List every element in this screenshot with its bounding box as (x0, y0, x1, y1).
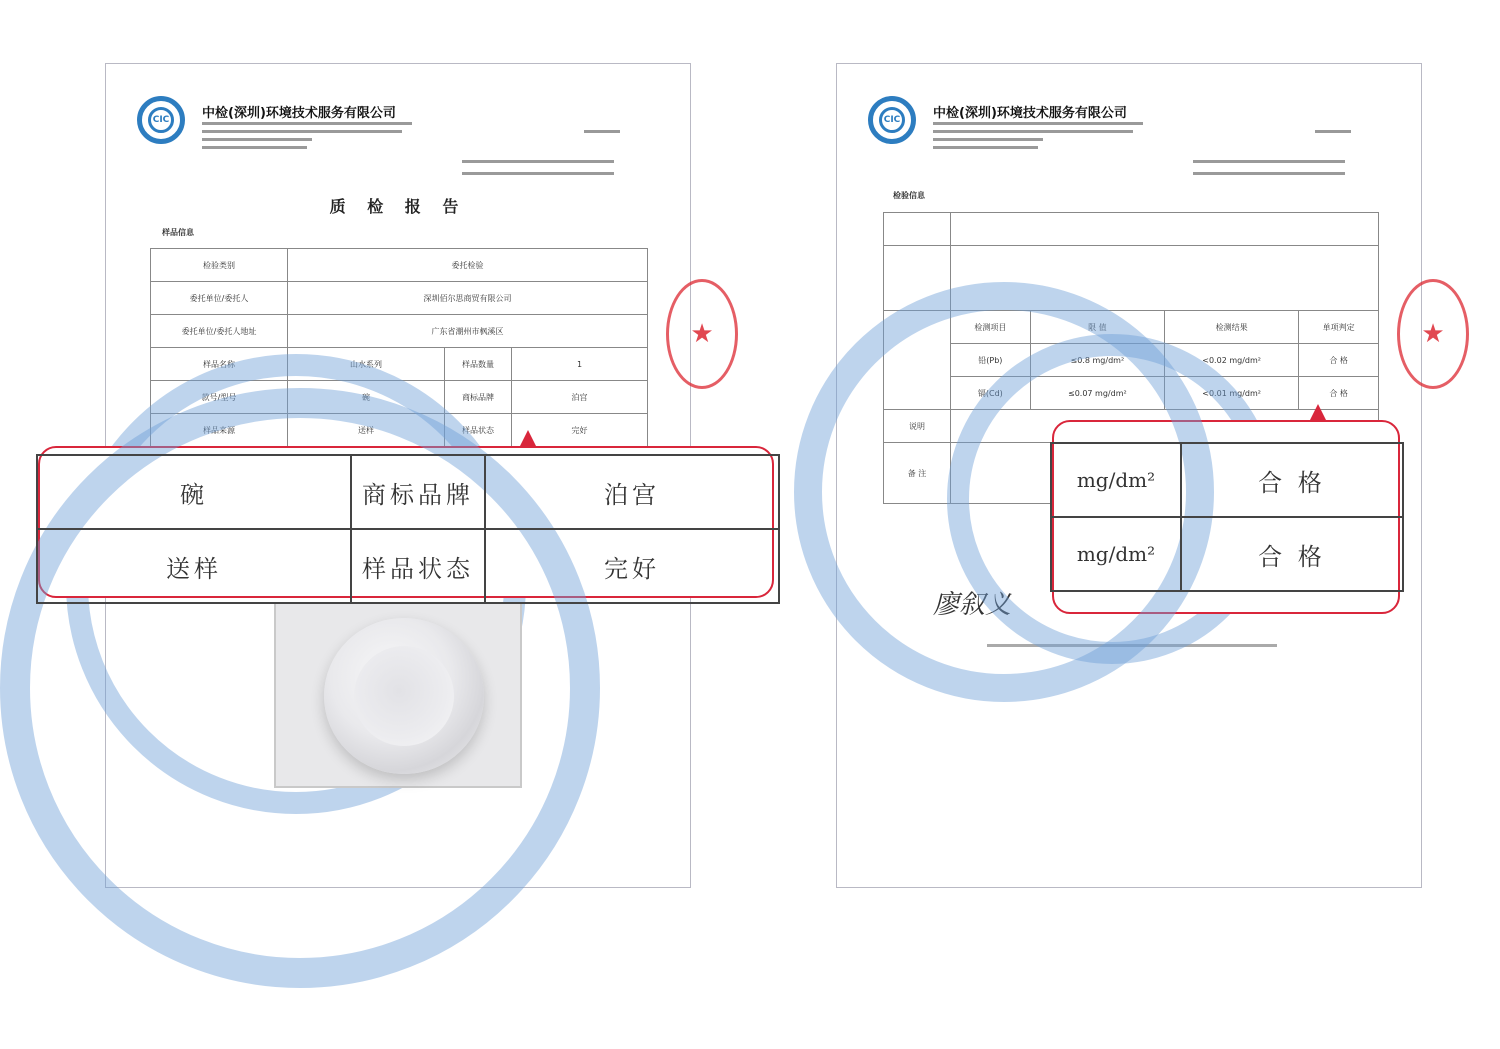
table-cell: <0.02 mg/dm² (1164, 344, 1298, 377)
company-address-line (933, 122, 1143, 125)
table-cell: ≤0.07 mg/dm² (1030, 377, 1164, 410)
table-cell: 深圳佰尔思商贸有限公司 (288, 282, 648, 315)
table-cell: mg/dm² (1051, 517, 1181, 591)
table-cell: 送样 (37, 529, 351, 603)
table-cell: 泊宫 (485, 455, 779, 529)
table-cell: ≤0.8 mg/dm² (1030, 344, 1164, 377)
table-cell: 铅(Pb) (951, 344, 1031, 377)
report-date (462, 172, 614, 175)
table-row (884, 344, 1379, 377)
table-cell: 1 (512, 348, 648, 381)
table-cell: 说明 (884, 410, 951, 443)
table-cell: 商标品牌 (445, 381, 512, 414)
table-cell: 碗 (37, 455, 351, 529)
company-contact-line (933, 146, 1038, 149)
table-cell (951, 246, 1379, 311)
table-row (151, 249, 648, 282)
table-cell: 样品状态 (445, 414, 512, 447)
table-cell: 商标品牌 (351, 455, 485, 529)
table-cell: 碗 (288, 381, 445, 414)
table-row (151, 414, 648, 447)
signature: 廖叙义 (933, 590, 1012, 620)
table-row (151, 348, 648, 381)
table-header: 检测结果 (1164, 311, 1298, 344)
zoom-table (36, 454, 780, 604)
table-row (1051, 443, 1403, 517)
table-row (37, 529, 779, 603)
section-label: 检验信息 (893, 191, 925, 200)
table-row (1051, 517, 1403, 591)
table-cell: mg/dm² (1051, 443, 1181, 517)
table-cell: 广东省潮州市枫溪区 (288, 315, 648, 348)
table-cell: 完好 (512, 414, 648, 447)
red-seal-stamp: ★ (1397, 279, 1469, 389)
table-cell: 合 格 (1181, 443, 1403, 517)
section-label: 样品信息 (162, 228, 194, 237)
table-cell: 合 格 (1299, 377, 1379, 410)
company-logo: CIC (137, 96, 185, 144)
zoom-callout-right (1052, 420, 1400, 614)
zoom-callout-left (38, 446, 774, 598)
table-cell: 检验类别 (151, 249, 288, 282)
table-cell: 山水系列 (288, 348, 445, 381)
table-cell: 样品状态 (351, 529, 485, 603)
table-cell: 合 格 (1299, 344, 1379, 377)
table-cell: 合 格 (1181, 517, 1403, 591)
company-name: 中检(深圳)环境技术服务有限公司 (202, 106, 396, 121)
company-contact-line (202, 138, 312, 141)
table-row (151, 282, 648, 315)
table-cell: 样品数量 (445, 348, 512, 381)
page-number (1315, 130, 1351, 133)
table-cell: 样品来源 (151, 414, 288, 447)
table-cell: 泊宫 (512, 381, 648, 414)
table-cell (884, 213, 951, 246)
sample-info-table (150, 248, 648, 447)
table-row (884, 311, 1379, 344)
table-row (884, 213, 1379, 246)
table-cell: 完好 (485, 529, 779, 603)
table-cell: 样品名称 (151, 348, 288, 381)
table-row (151, 315, 648, 348)
report-number (462, 160, 614, 163)
table-header: 限 值 (1030, 311, 1164, 344)
company-address-line (933, 130, 1133, 133)
table-cell: <0.01 mg/dm² (1164, 377, 1298, 410)
table-cell: 委托检验 (288, 249, 648, 282)
table-cell: 备 注 (884, 443, 951, 504)
sample-photo (274, 602, 522, 788)
table-row (151, 381, 648, 414)
table-cell: 款号/型号 (151, 381, 288, 414)
table-cell (884, 311, 951, 410)
zoom-table (1050, 442, 1404, 592)
table-header: 检测项目 (951, 311, 1031, 344)
table-row (37, 455, 779, 529)
table-row (884, 377, 1379, 410)
table-cell: 委托单位/委托人地址 (151, 315, 288, 348)
company-contact-line (933, 138, 1043, 141)
table-cell: 委托单位/委托人 (151, 282, 288, 315)
footer-line (987, 644, 1277, 647)
table-header: 单项判定 (1299, 311, 1379, 344)
red-seal-stamp: ★ (666, 279, 738, 389)
table-cell (951, 213, 1379, 246)
table-row (884, 246, 1379, 311)
company-contact-line (202, 146, 307, 149)
report-number (1193, 160, 1345, 163)
table-cell (884, 246, 951, 311)
company-logo: CIC (868, 96, 916, 144)
report-date (1193, 172, 1345, 175)
bowl-image (324, 618, 484, 774)
report-title: 质 检 报 告 (329, 197, 467, 216)
page-number (584, 130, 620, 133)
table-cell: 送样 (288, 414, 445, 447)
table-cell: 镉(Cd) (951, 377, 1031, 410)
company-address-line (202, 122, 412, 125)
company-address-line (202, 130, 402, 133)
company-name: 中检(深圳)环境技术服务有限公司 (933, 106, 1127, 121)
